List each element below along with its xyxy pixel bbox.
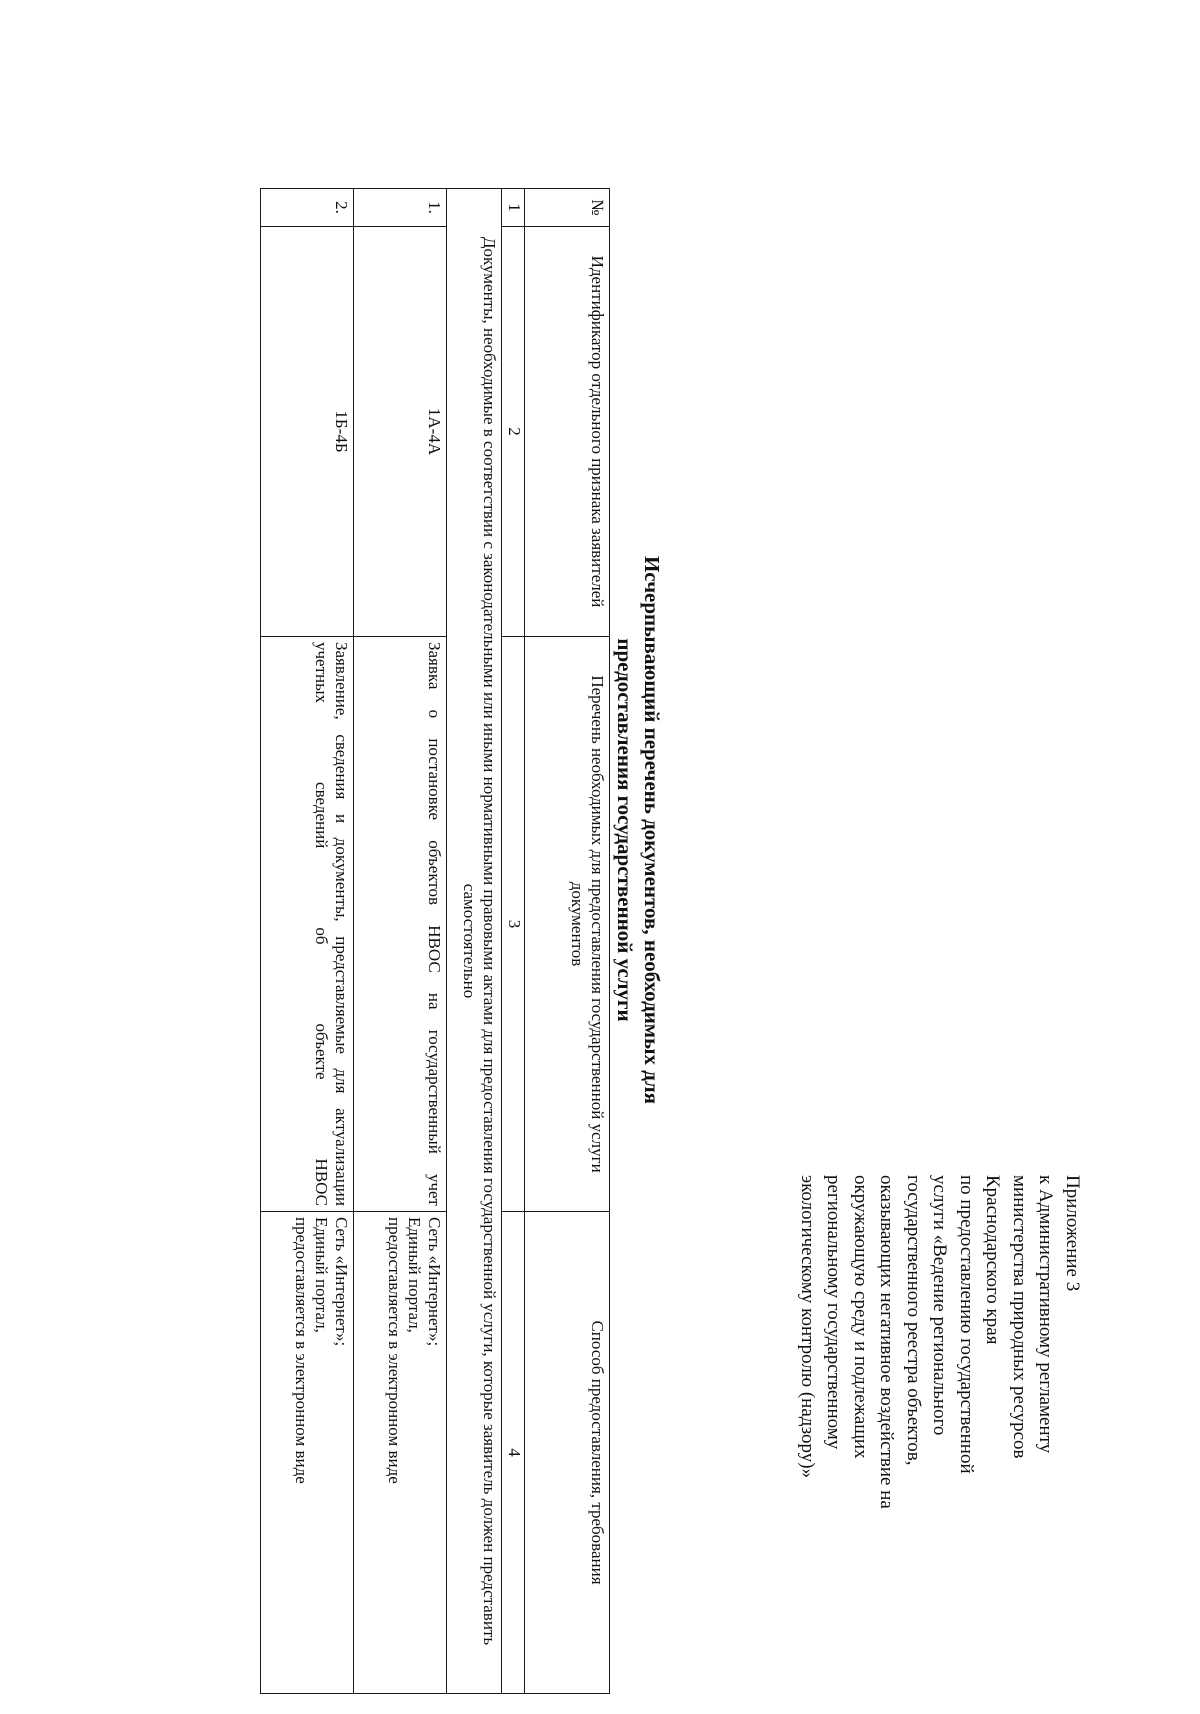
- row-method: [354, 1212, 447, 1694]
- appendix-line: Краснодарского края: [982, 1175, 1004, 1345]
- row-identifier: 1А-4А: [354, 227, 447, 637]
- row-method: [261, 1212, 354, 1694]
- header-number: №: [525, 189, 610, 227]
- appendix-line: государственного реестра объектов,: [903, 1175, 924, 1466]
- column-number: 3: [502, 637, 525, 1212]
- appendix-line: региональному государственному: [823, 1175, 845, 1450]
- appendix-line: услуги «Ведение регионального: [929, 1175, 951, 1436]
- appendix-line: окружающую среду и подлежащих: [850, 1175, 871, 1459]
- table-header-row: [525, 189, 610, 1694]
- row-identifier: 1Б-4Б: [261, 227, 354, 637]
- method-line: предоставляется в электронном виде: [292, 1217, 311, 1484]
- appendix-line: к Административному регламенту: [1035, 1175, 1057, 1454]
- table-row: [261, 189, 354, 1694]
- appendix-line: по предоставлению государственной: [956, 1175, 977, 1474]
- column-number: 2: [502, 227, 525, 637]
- row-document: Заявка о постановке объектов НВОС на государственный учет: [354, 637, 447, 1212]
- section-heading: Документы, необходимые в соответствии с законодательными или иными нормативными правовыми актами для предоставления государственной услуги, которые заявитель должен представить самостоятельно: [447, 189, 502, 1694]
- appendix-block: [794, 1175, 1086, 1645]
- column-number: 1: [502, 189, 525, 227]
- appendix-line: Приложение 3: [1062, 1175, 1083, 1292]
- section-row: [447, 189, 502, 1694]
- title-line-1: Исчерпывающий перечень документов, необходимых для: [640, 555, 664, 1105]
- column-numbers-row: [502, 189, 525, 1694]
- header-documents: Перечень необходимых для предоставления государственной услуги документов: [525, 637, 610, 1212]
- appendix-line: оказывающих негативное воздействие на: [876, 1175, 898, 1509]
- appendix-line: экологическому контролю (надзору)»: [797, 1175, 818, 1479]
- method-line: Единый портал,: [312, 1217, 331, 1333]
- column-number: 4: [502, 1212, 525, 1694]
- documents-table: [260, 188, 610, 1694]
- header-method: Способ предоставления, требования: [525, 1212, 610, 1694]
- method-line: Единый портал,: [405, 1217, 424, 1333]
- row-document: Заявление, сведения и документы, представляемые для актуализации учетных сведений об объекте НВОС: [261, 637, 354, 1212]
- method-line: Сеть «Интернет»;: [332, 1217, 351, 1347]
- method-line: Сеть «Интернет»;: [425, 1217, 444, 1347]
- method-line: предоставляется в электронном виде: [385, 1217, 404, 1484]
- row-number: 1.: [354, 189, 447, 227]
- row-number: 2.: [261, 189, 354, 227]
- table-row: [354, 189, 447, 1694]
- header-identifier: Идентификатор отдельного признака заявителей: [525, 227, 610, 637]
- title-line-2: предоставления государственной услуги: [613, 638, 637, 1022]
- appendix-line: министерства природных ресурсов: [1009, 1175, 1030, 1459]
- document-title: [611, 520, 665, 1140]
